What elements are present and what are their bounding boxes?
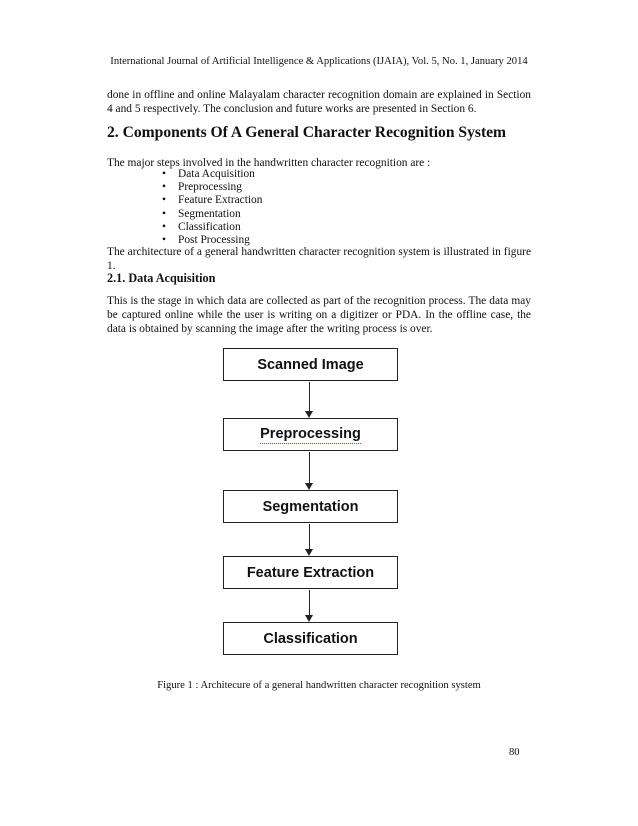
architecture-paragraph: The architecture of a general handwritten character recognition system is illustrated in figure 1. bbox=[107, 246, 531, 272]
list-item: • Post Processing bbox=[162, 234, 262, 247]
flow-box-label: Preprocessing bbox=[260, 425, 361, 442]
flow-arrow-line bbox=[309, 382, 310, 412]
intro-paragraph: done in offline and online Malayalam character recognition domain are explained in Section 4 and 5 respectively. The conclusion and future works are presented in Section 6. bbox=[107, 89, 531, 115]
flow-arrow-line bbox=[309, 524, 310, 549]
figure-caption: Figure 1 : Architecure of a general handwritten character recognition system bbox=[157, 680, 481, 691]
arrow-down-icon bbox=[305, 615, 313, 622]
flow-arrow-line bbox=[309, 452, 310, 483]
flow-box-classification bbox=[223, 622, 398, 655]
steps-intro-paragraph: The major steps involved in the handwritten character recognition are : bbox=[107, 157, 431, 169]
list-item: • Classification bbox=[162, 221, 262, 234]
flow-box-label: Classification bbox=[263, 630, 358, 647]
page-number: 80 bbox=[509, 747, 520, 758]
steps-list bbox=[162, 168, 262, 247]
list-item: • Segmentation bbox=[162, 208, 262, 221]
arrow-down-icon bbox=[305, 483, 313, 490]
arrow-down-icon bbox=[305, 549, 313, 556]
flow-box-scanned-image bbox=[223, 348, 398, 381]
list-item: • Data Acquisition bbox=[162, 168, 262, 181]
list-item: • Feature Extraction bbox=[162, 194, 262, 207]
list-item: • Preprocessing bbox=[162, 181, 262, 194]
arrow-down-icon bbox=[305, 411, 313, 418]
subsection-heading: 2.1. Data Acquisition bbox=[107, 271, 216, 285]
journal-header: International Journal of Artificial Intelligence & Applications (IJAIA), Vol. 5, No. 1, January 2014 bbox=[110, 56, 528, 67]
flow-box-label: Feature Extraction bbox=[246, 564, 375, 581]
flow-box-segmentation bbox=[223, 490, 398, 523]
flow-box-label: Scanned Image bbox=[257, 356, 364, 373]
section-heading: 2. Components Of A General Character Recognition System bbox=[107, 124, 507, 141]
data-acquisition-paragraph: This is the stage in which data are collected as part of the recognition process. The data may be captured online while the user is writing on a digitizer or PDA. In the offline case, the data is obtained by scanning the image after the writing process is over. bbox=[107, 295, 531, 335]
flow-box-label: Segmentation bbox=[262, 498, 359, 515]
flow-box-preprocessing bbox=[223, 418, 398, 451]
flow-box-feature-extraction bbox=[223, 556, 398, 589]
flow-arrow-line bbox=[309, 590, 310, 615]
